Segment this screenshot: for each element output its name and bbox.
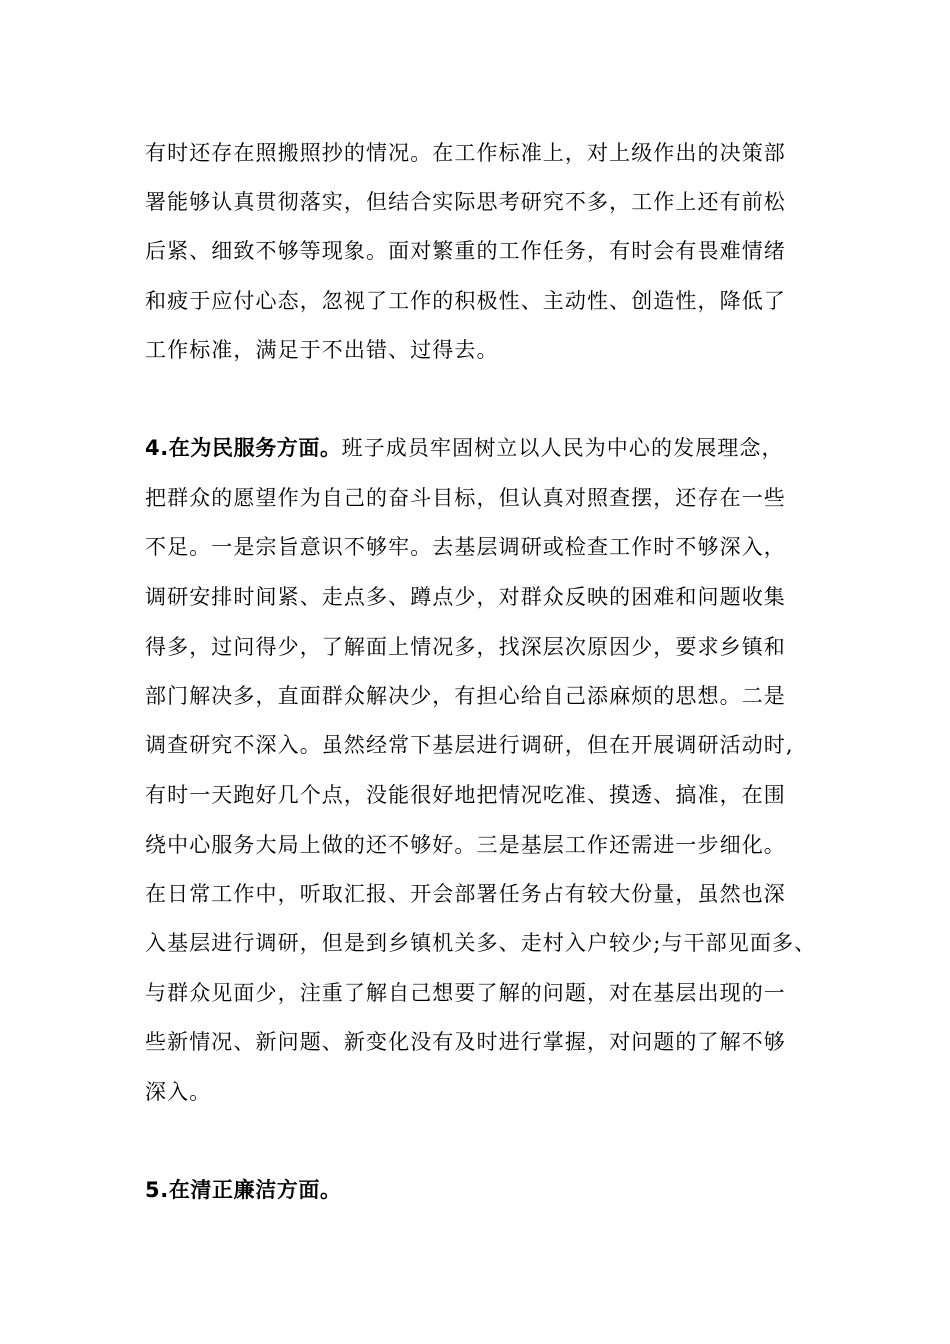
paragraph-line: 在日常工作中，听取汇报、开会部署任务占有较大份量，虽然也深	[145, 882, 786, 906]
paragraph-line: 后紧、细致不够等现象。面对繁重的工作任务，有时会有畏难情绪	[145, 239, 786, 263]
section-4-text: 班子成员牢固树立以人民为中心的发展理念，	[341, 436, 784, 460]
paragraph-line: 把群众的愿望作为自己的奋斗目标，但认真对照查摆，还存在一些	[145, 486, 786, 510]
paragraph-line: 工作标准，满足于不出错、过得去。	[145, 338, 499, 362]
paragraph-line: 得多，过问得少，了解面上情况多，找深层次原因少，要求乡镇和	[145, 635, 786, 659]
section-4-first-line	[145, 434, 784, 462]
paragraph-line: 不足。一是宗旨意识不够牢。去基层调研或检查工作时不够深入，	[145, 535, 786, 559]
paragraph-line: 部门解决多，直面群众解决少，有担心给自己添麻烦的思想。二是	[145, 684, 786, 708]
paragraph-line: 调研安排时间紧、走点多、蹲点少，对群众反映的困难和问题收集	[145, 585, 786, 609]
paragraph-line: 调查研究不深入。虽然经常下基层进行调研，但在开展调研活动时,	[145, 733, 794, 757]
paragraph-line: 署能够认真贯彻落实，但结合实际思考研究不多，工作上还有前松	[145, 190, 786, 214]
section-4-heading: 4.在为民服务方面。	[145, 436, 342, 460]
paragraph-line: 和疲于应付心态，忽视了工作的积极性、主动性、创造性，降低了	[145, 289, 786, 313]
paragraph-line: 些新情况、新问题、新变化没有及时进行掌握，对问题的了解不够	[145, 1030, 786, 1054]
paragraph-line: 绕中心服务大局上做的还不够好。三是基层工作还需进一步细化。	[145, 833, 786, 857]
paragraph-line: 与群众见面少，注重了解自己想要了解的问题，对在基层出现的一	[145, 981, 786, 1005]
section-5-heading: 5.在清正廉洁方面。	[145, 1178, 342, 1202]
paragraph-line: 入基层进行调研，但是到乡镇机关多、走村入户较少;与干部见面多、	[145, 931, 817, 955]
section-5-first-line	[145, 1176, 342, 1204]
paragraph-line: 深入。	[145, 1080, 212, 1104]
paragraph-line: 有时还存在照搬照抄的情况。在工作标准上，对上级作出的决策部	[145, 141, 786, 165]
paragraph-line: 有时一天跑好几个点，没能很好地把情况吃准、摸透、搞准，在围	[145, 783, 786, 807]
